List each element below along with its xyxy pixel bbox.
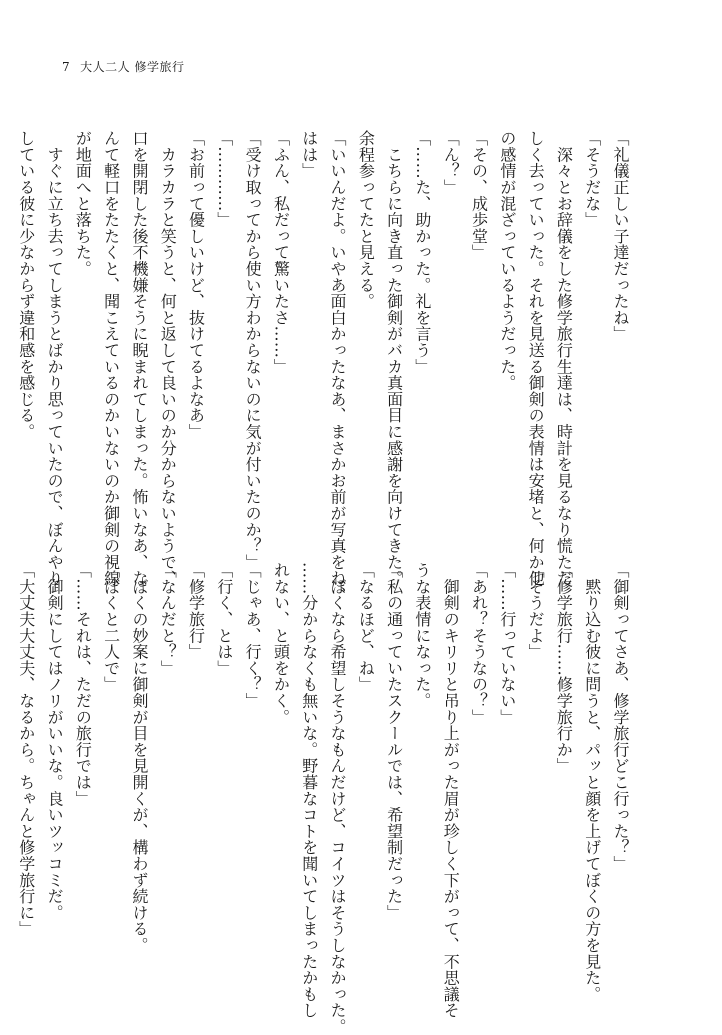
text-line: 「修学旅行……修学旅行か」 <box>554 562 574 774</box>
text-line: 深々とお辞儀をした修学旅行生達は、時計を見るなり慌ただ <box>554 130 574 587</box>
text-line: 余程参ってたと見える。 <box>356 130 376 310</box>
text-line: 「ん？」 <box>441 130 461 196</box>
lower-text-block <box>16 562 634 1035</box>
text-line: 「そうだよ」 <box>526 562 546 660</box>
text-line: 「受け取ってから使い方わからないのに気が付いたのか？」 <box>243 130 263 571</box>
text-line: している彼に少なからず違和感を感じる。 <box>16 130 36 440</box>
text-line: 黙り込む彼に問うと、パッと顔を上げてぼくの方を見た。 <box>582 562 602 1003</box>
text-line: 「……それは、ただの旅行では」 <box>73 562 93 807</box>
text-line: 口を開閉した後不機嫌そうに睨まれてしまった。怖いなあ、な <box>129 130 149 587</box>
text-line: 「お前って優しいけど、抜けてるよなあ」 <box>186 130 206 440</box>
text-line: はは」 <box>299 130 319 179</box>
text-line: 「その、成歩堂」 <box>469 130 489 261</box>
text-line: 「いいんだよ。いやあ面白かったなあ、まさかお前が写真をね、 <box>328 130 348 603</box>
text-line: 「……行っていない」 <box>497 562 517 725</box>
text-line: 「御剣ってさあ、修学旅行どこ行った？」 <box>611 562 630 872</box>
text-line: 「礼儀正しい子達だったね」 <box>611 130 630 342</box>
upper-text-block <box>16 130 634 603</box>
text-line: 「…………」 <box>214 130 234 228</box>
text-line: 御剣にしてはノリがいいな。良いツッコミだ。 <box>45 562 65 921</box>
page-number: 7 <box>62 60 71 74</box>
running-header <box>62 58 184 75</box>
text-line: 「行く、とは」 <box>214 562 234 677</box>
text-line: こちらに向き直った御剣がバカ真面目に感謝を向けてきた。 <box>384 130 404 587</box>
text-line: すぐに立ち去ってしまうとばかり思っていたので、ぼんやり <box>45 130 65 587</box>
text-line: 「私の通っていたスクールでは、希望制だった」 <box>384 562 404 921</box>
header-title: 大人二人 修学旅行 <box>80 60 185 74</box>
text-line: 「大丈夫大丈夫、なるから。ちゃんと修学旅行に」 <box>16 562 36 937</box>
text-line: んて軽口をたたくと、聞こえているのかいないのか御剣の視線 <box>101 130 121 587</box>
text-line: 御剣のキリリと吊り上がった眉が珍しく下がって、不思議そ <box>441 562 461 1019</box>
text-line: しく去っていった。それを見送る御剣の表情は安堵と、何か他 <box>526 130 546 587</box>
text-line: 「じゃあ、行く？」 <box>243 562 263 709</box>
text-line: の感情が混ざっているようだった。 <box>497 130 517 391</box>
text-line: 「修学旅行」 <box>186 562 206 660</box>
text-line: ……分からなくも無いな。野暮なコトを聞いてしまったかもし <box>299 562 319 1019</box>
text-line: れない、と頭をかく。 <box>271 562 291 725</box>
text-line: うな表情になった。 <box>412 562 432 709</box>
text-line: 「なんだと？」 <box>158 562 178 677</box>
text-line: ぼくなら希望しそうなもんだけど、コイツはそうしなかった。 <box>328 562 348 1035</box>
text-line: ぼくの妙案に御剣が目を見開くが、構わず続ける。 <box>129 562 149 954</box>
text-line: 「そうだな」 <box>582 130 602 228</box>
text-line: カラカラと笑うと、何と返して良いのか分からないようで、 <box>158 130 178 587</box>
text-line: が地面へと落ちた。 <box>73 130 93 277</box>
text-line: 「……た、助かった。礼を言う」 <box>412 130 432 375</box>
text-line: 「あれ？そうなの？」 <box>469 562 489 725</box>
text-line: 「ぼくと二人で」 <box>101 562 121 693</box>
text-line: 「なるほど、ね」 <box>356 562 376 693</box>
text-line: 「ふん、私だって驚いたさ……」 <box>271 130 291 375</box>
